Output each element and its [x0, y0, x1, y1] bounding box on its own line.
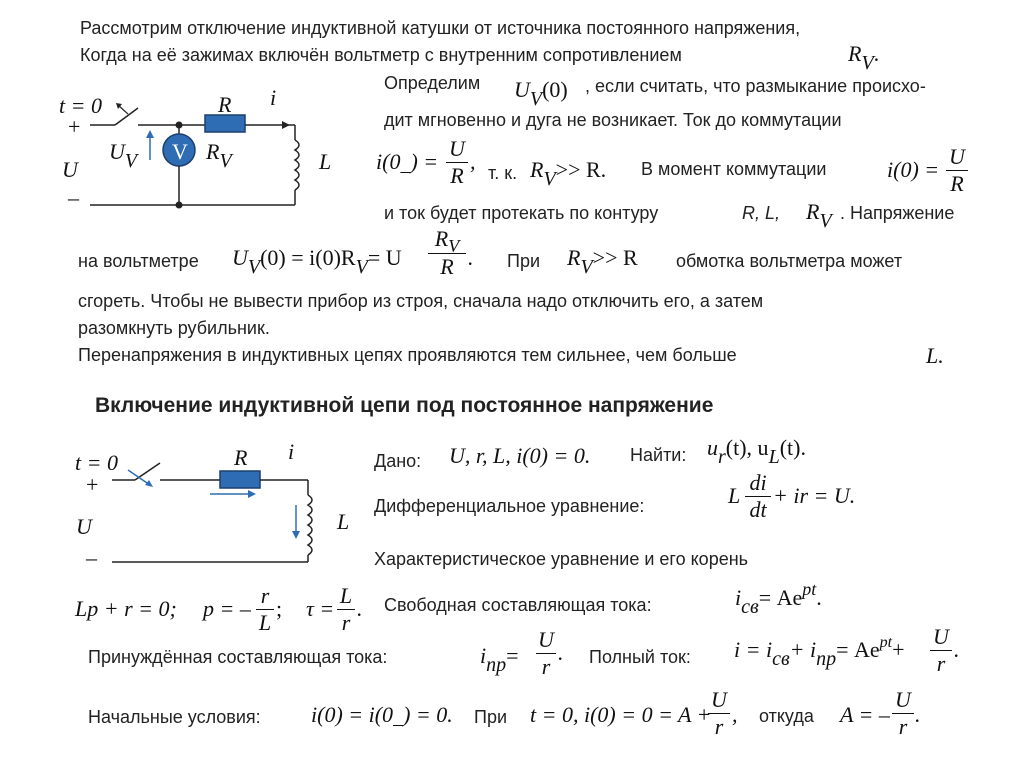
forced-label: Принуждённая составляющая тока:: [88, 647, 388, 667]
circuit1-i: i: [270, 85, 277, 110]
init-label: Начальные условия:: [88, 707, 261, 727]
comma-1: ,: [470, 149, 476, 174]
circuit2-U: U: [76, 514, 92, 539]
para1-line4-vars: R, L,: [742, 203, 781, 223]
circuit1-R: R: [218, 92, 232, 117]
opredelim-text: Определим: [384, 73, 481, 93]
frac-forced: U r: [536, 628, 556, 679]
diff-tail: + ir = U.: [773, 483, 856, 508]
i0minus-formula: i(0–) =: [376, 149, 439, 182]
burn-line-1: обмотка вольтметра может: [676, 251, 903, 271]
overvoltage-L: L.: [926, 343, 944, 368]
frac-full: U r: [930, 625, 952, 676]
A-dot: .: [915, 702, 921, 727]
najti-label: Найти:: [630, 445, 687, 465]
rv-gg-r: RV>> R.: [530, 157, 607, 190]
moment-text: В момент коммутации: [641, 159, 827, 179]
intro-rv: RV.: [848, 41, 880, 74]
full-label: Полный ток:: [589, 647, 691, 667]
pri-text: При: [507, 251, 541, 271]
A-eq: A = –: [840, 702, 890, 727]
frac-pri2: U r: [708, 688, 730, 739]
pri2-label: При: [474, 707, 508, 727]
para1-line4: и ток будет протекать по контуру: [384, 203, 659, 223]
circuit1-t0: t = 0: [59, 93, 102, 118]
section-heading: Включение индуктивной цепи под постоянное напряжение: [95, 394, 714, 417]
intro-line-2: Когда на её зажимах включён вольтметр с внутренним сопротивлением: [80, 45, 682, 65]
char-eq-label: Характеристическое уравнение и его корень: [374, 549, 749, 569]
para1-line2: дит мгновенно и дуга не возникает. Ток до коммутации: [384, 110, 842, 130]
voltmeter-text: на вольтметре: [78, 251, 199, 271]
circuit1-plus: +: [68, 114, 81, 139]
frac-r-over-L: r L: [256, 584, 274, 635]
uv0-eq: UV(0) = i(0)RV= U: [232, 245, 402, 278]
circuit1-minus: –: [68, 185, 79, 210]
opredelim-tail: , если считать, что размыкание происхо-: [585, 76, 926, 96]
full-formula: $i = iсв+ iпр= Ae^{pt}+$: [734, 634, 905, 670]
frac-di-dt: di dt: [745, 471, 771, 522]
diff-L: L: [728, 483, 741, 508]
init-formula: i(0) = i(0–) = 0.: [311, 702, 453, 735]
dano-values: U, r, L, i(0) = 0.: [449, 443, 591, 468]
pri2-formula: t = 0, i(0) = 0 = A +: [530, 702, 712, 727]
otkuda-label: откуда: [759, 706, 814, 726]
forced-formula: iпр=: [480, 643, 519, 676]
voltmeter-V-label: V: [172, 139, 188, 164]
circuit2-i: i: [288, 439, 295, 464]
pri2-comma: ,: [732, 702, 738, 727]
frac-L-over-r: L r: [337, 584, 355, 635]
forced-dot: .: [558, 640, 564, 665]
circuit1-L: L: [319, 149, 332, 174]
tk-text: т. к.: [488, 163, 518, 183]
lp-eq: Lp + r = 0;: [75, 596, 177, 621]
dano-label: Дано:: [374, 451, 422, 471]
para1-line4-tail: . Напряжение: [840, 203, 955, 223]
semicolon: ;: [276, 596, 283, 621]
free-formula: $iсв= Ae^{pt}$.: [735, 579, 822, 618]
circuit2-R: R: [234, 445, 248, 470]
tau-dot: .: [357, 596, 363, 621]
diff-eq-label: Дифференциальное уравнение:: [374, 496, 645, 516]
period-1: .: [468, 245, 474, 270]
uv0-formula: UV(0): [514, 77, 568, 110]
frac-u-over-r-2: U R: [946, 145, 968, 196]
full-dot: .: [954, 637, 960, 662]
burn-line-3: разомкнуть рубильник.: [78, 318, 270, 338]
frac-rv-over-r: $R_V$ R: [428, 227, 466, 279]
frac-u-over-r-1: U R: [446, 137, 468, 188]
frac-A: U r: [892, 688, 914, 739]
circuit2-L: L: [337, 509, 350, 534]
circuit2-t0: t = 0: [75, 450, 118, 475]
overvoltage-text: Перенапряжения в индуктивных цепях проявляются тем сильнее, чем больше: [78, 345, 737, 365]
para1-line4-rv: RV: [806, 199, 832, 232]
circuit1-rv: RV: [206, 139, 232, 172]
circuit2-plus: +: [86, 472, 99, 497]
burn-line-2: сгореть. Чтобы не вывести прибор из строя, сначала надо отключить его, а затем: [78, 291, 764, 311]
pri-rv-gg: RV>> R: [567, 245, 638, 278]
circuit1-uv: UV: [109, 139, 138, 172]
circuit1-U: U: [62, 157, 78, 182]
free-label: Свободная составляющая тока:: [384, 595, 652, 615]
circuit2-minus: –: [86, 545, 97, 570]
tau-eq: τ =: [306, 596, 335, 621]
p-eq: p = –: [203, 596, 251, 621]
intro-line-1: Рассмотрим отключение индуктивной катушки от источника постоянного напряжения,: [80, 18, 801, 38]
najti-values: ur(t), uL(t).: [707, 435, 806, 468]
i0-formula: i(0) =: [887, 157, 940, 182]
